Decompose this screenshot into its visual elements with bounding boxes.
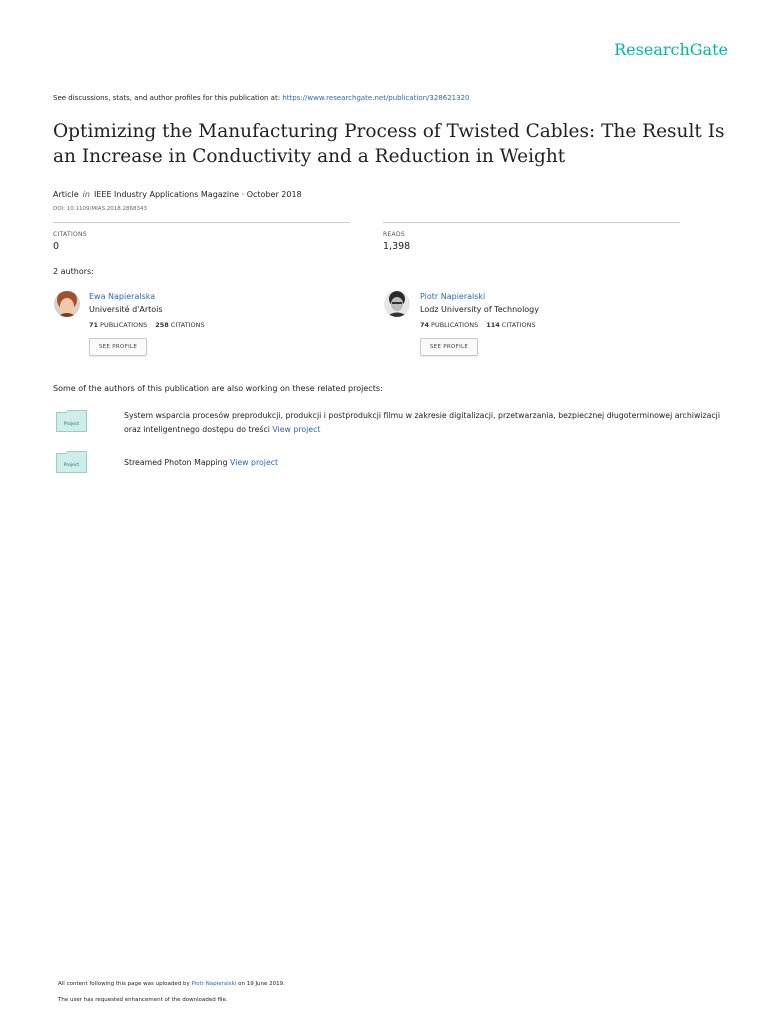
avatar-author-2[interactable]: [384, 291, 410, 317]
author-name-2[interactable]: Piotr Napieralski: [420, 292, 486, 301]
avatar-author-1[interactable]: [54, 291, 80, 317]
author-1-publications-count: 71: [89, 321, 99, 329]
avatar-image-author-1: [54, 291, 80, 317]
project-folder-icon-2[interactable]: [56, 451, 87, 473]
folder-icon: [56, 451, 87, 473]
article-type: Article: [53, 190, 79, 199]
author-2-publications-count: 74: [420, 321, 430, 329]
reads-value: 1,398: [383, 241, 411, 252]
author-name-1[interactable]: Ewa Napieralska: [89, 292, 156, 301]
upload-note-prefix: All content following this page was uploaded by: [58, 981, 190, 987]
upload-note-suffix: on 19 June 2019.: [238, 981, 285, 987]
citations-value: 0: [53, 241, 60, 252]
doi: DOI: 10.1109/MIAS.2018.2868343: [53, 206, 147, 212]
researchgate-logo: ResearchGate: [614, 40, 728, 59]
author-institution-1: Université d'Artois: [89, 305, 163, 314]
author-2-citations-count: 114: [486, 321, 500, 329]
projects-heading: Some of the authors of this publication are also working on these related projects:: [53, 384, 383, 393]
see-profile-button-1[interactable]: SEE PROFILE: [89, 338, 147, 356]
author-2-publications-label: PUBLICATIONS: [431, 321, 479, 329]
project-folder-icon-1[interactable]: [56, 410, 87, 432]
folder-icon: [56, 410, 87, 432]
project-description-1: [124, 409, 724, 436]
author-stats-1: [89, 321, 205, 329]
authors-heading: 2 authors:: [53, 267, 94, 276]
project-text-2: Streamed Photon Mapping: [124, 458, 228, 467]
publication-meta: [53, 190, 302, 199]
in-label: in: [82, 190, 90, 199]
project-icon-label-1: Project: [63, 422, 80, 427]
publication-title: Optimizing the Manufacturing Process of Twisted Cables: The Result Is an Increase in Conductivity and a Reduction in Weight: [53, 121, 725, 167]
project-icon-label-2: Project: [63, 463, 80, 468]
project-description-2: [124, 456, 724, 470]
source-line: [53, 94, 470, 102]
author-2-citations-label: CITATIONS: [501, 321, 536, 329]
author-1-citations-count: 258: [155, 321, 169, 329]
divider-reads: [383, 222, 680, 223]
author-1-citations-label: CITATIONS: [170, 321, 205, 329]
upload-note: [58, 981, 285, 987]
author-stats-2: [420, 321, 536, 329]
author-institution-2: Lodz University of Technology: [420, 305, 539, 314]
publication-url-link[interactable]: https://www.researchgate.net/publication/328621320: [282, 94, 470, 102]
divider-citations: [53, 222, 350, 223]
project-text-1: System wsparcia procesów preprodukcji, produkcji i postprodukcji filmu w zakresie digitalizacji, przetwarzania, bezpiecznej długoterminowej archiwizacji oraz inteligentnego dostępu do treści: [124, 411, 720, 434]
citations-label: CITATIONS: [53, 231, 87, 238]
enhancement-note: The user has requested enhancement of the downloaded file.: [58, 997, 228, 1003]
see-profile-button-2[interactable]: SEE PROFILE: [420, 338, 478, 356]
author-1-publications-label: PUBLICATIONS: [100, 321, 148, 329]
venue: IEEE Industry Applications Magazine · October 2018: [93, 190, 302, 199]
view-project-link-1[interactable]: View project: [272, 424, 321, 434]
view-project-link-2[interactable]: View project: [230, 458, 279, 467]
uploader-link[interactable]: Piotr Napieralski: [191, 981, 237, 987]
source-line-prefix: See discussions, stats, and author profiles for this publication at:: [53, 94, 281, 102]
reads-label: READS: [383, 231, 405, 238]
avatar-image-author-2: [384, 291, 410, 317]
